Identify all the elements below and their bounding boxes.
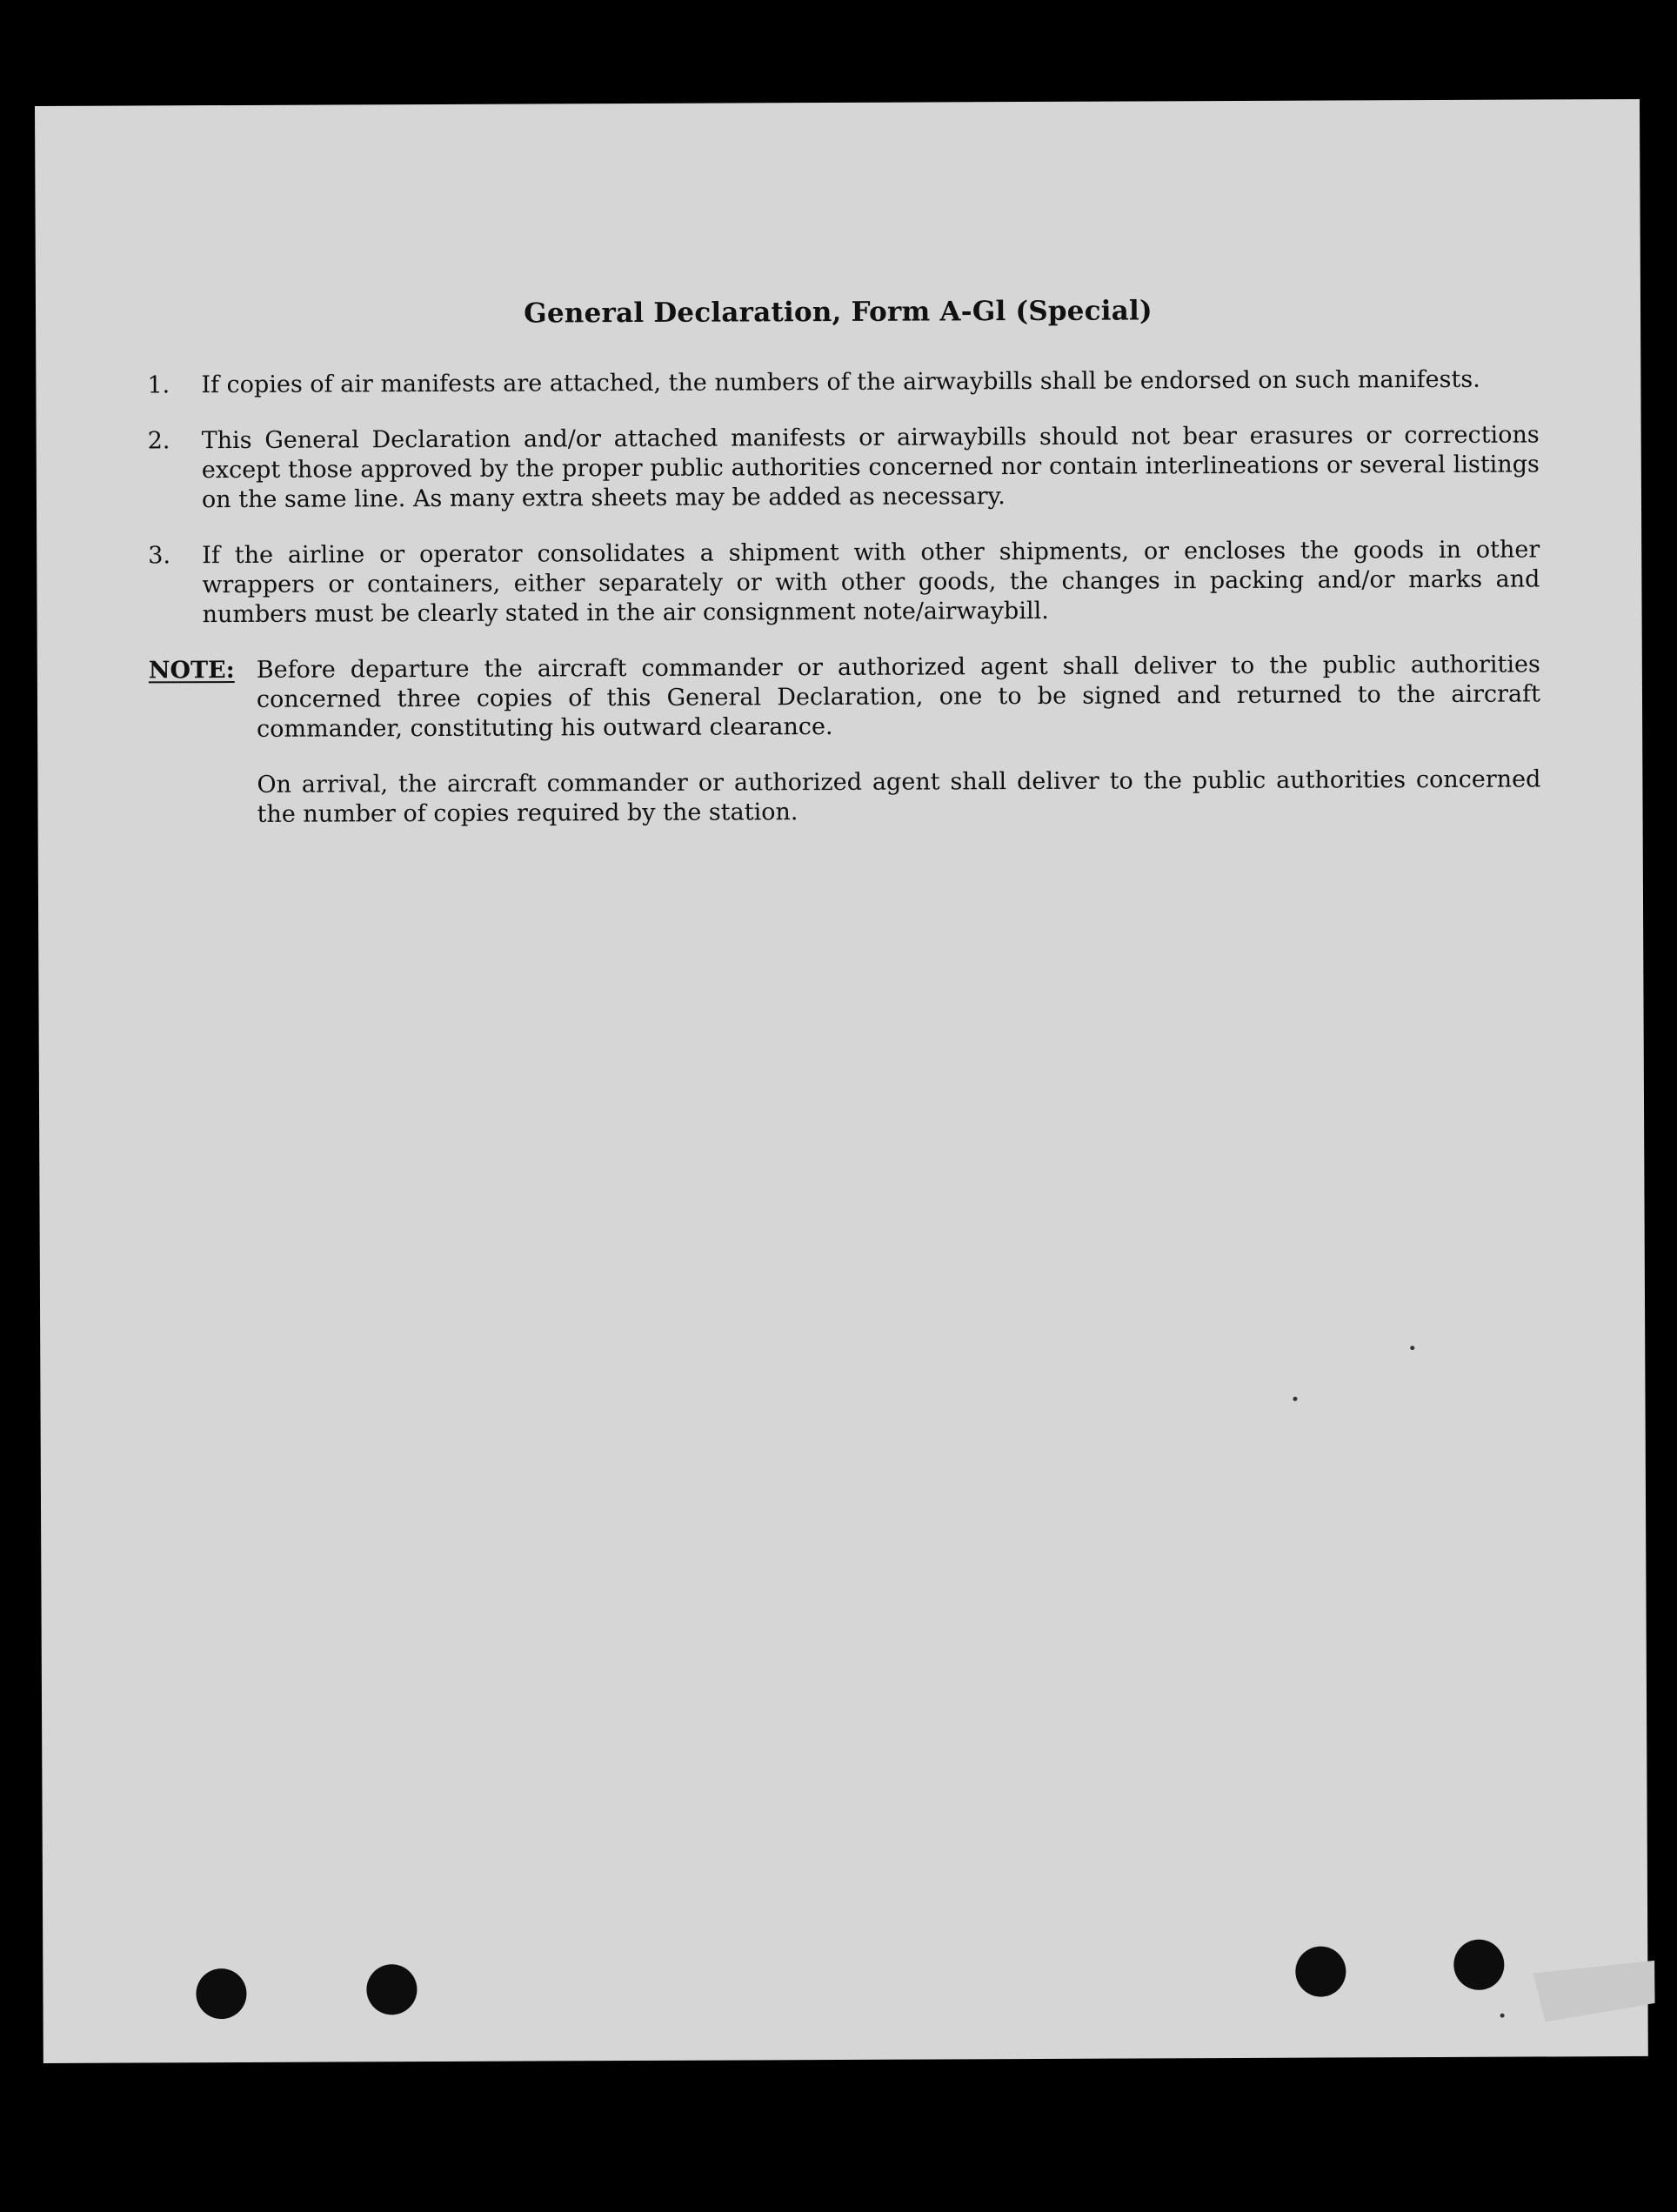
paper-speck — [1500, 2014, 1505, 2018]
document-title: General Declaration, Form A-Gl (Special) — [524, 295, 1153, 330]
note-paragraph: Before departure the aircraft commander or authorized agent shall deliver to the public authorities concerned three copies of this General Declaration, one to be signed and returned to the aircraft commander, constituting his outward clearance. — [256, 651, 1541, 743]
note-section — [149, 650, 1541, 830]
paper-speck — [1293, 1397, 1297, 1401]
punch-hole — [366, 1964, 417, 2015]
item-text: If the airline or operator consolidates a shipment with other shipments, or encloses the goods in other wrappers or containers, either separately or with other goods, the changes in packing and/or marks and numbers must be clearly stated in the air consignment note/airwaybill. — [202, 536, 1540, 629]
note-label: NOTE: — [148, 657, 235, 685]
punch-hole — [1295, 1946, 1346, 1996]
list-item — [147, 364, 1539, 400]
list-item — [148, 420, 1540, 515]
punch-hole — [1453, 1940, 1504, 1990]
punch-hole — [196, 1968, 246, 2019]
instructions-list — [147, 364, 1540, 856]
item-number: 2. — [147, 427, 170, 455]
item-text: If copies of air manifests are attached, the numbers of the airwaybills shall be endorsed on such manifests. — [201, 365, 1480, 399]
item-text: This General Declaration and/or attached manifests or airwaybills should not bear erasures or corrections except those approved by the proper public authorities concerned nor contain interlineations or several listings on the same line. As many extra sheets may be added as necessary. — [201, 421, 1540, 514]
torn-corner — [1533, 1961, 1654, 2022]
paper-speck — [1410, 1346, 1414, 1350]
document-page — [35, 99, 1648, 2063]
item-number: 1. — [147, 371, 170, 399]
item-number: 3. — [148, 542, 171, 570]
list-item — [148, 535, 1540, 630]
note-paragraph: On arrival, the aircraft commander or authorized agent shall deliver to the public authorities concerned the number of copies required by the station. — [257, 765, 1541, 828]
